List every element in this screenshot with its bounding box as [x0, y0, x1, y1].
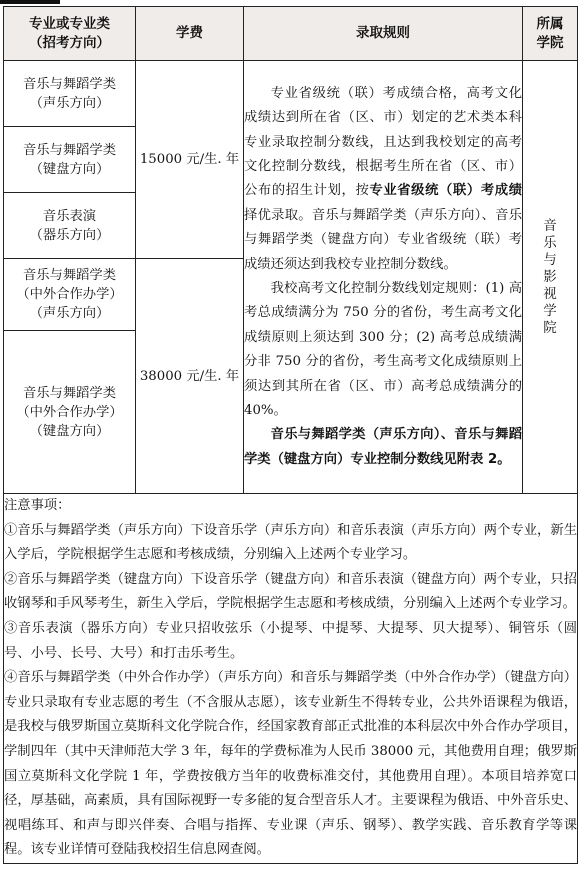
rules-text: 专业省级统（联）考成绩合格，高考文化成绩达到所在省（区、市）划定的艺术类本科专业录取控制分数线，且达到我校划定的高考文化控制分数线，根据考生所在省（区、市）公布的招生计划，按 [244, 85, 522, 199]
header-major [4, 7, 136, 61]
college-char: 视 [543, 285, 557, 302]
rules-emphasis: 音乐与舞蹈学类（声乐方向）、音乐与舞蹈学类（键盘方向）专业控制分数线见附表 2。 [244, 427, 522, 467]
major-cell [4, 127, 136, 193]
college-char: 影 [543, 268, 557, 285]
college-cell [523, 61, 578, 494]
fee-cell [136, 259, 244, 494]
header-college-text: 所属 学院 [536, 15, 564, 51]
rules-text: 择优录取。音乐与舞蹈学类（声乐方向）、音乐与舞蹈学类（键盘方向）专业省级统（联）考成绩还须达到我校专业控制分数线。 [244, 207, 522, 272]
fee-value: 15000 元/生. 年 [139, 152, 240, 167]
rules-paragraph [244, 277, 522, 423]
rules-paragraph [244, 423, 522, 472]
rules-emphasis: 专业省级统（联）考成绩 [369, 183, 523, 199]
header-college [523, 7, 578, 61]
note-item: ①音乐与舞蹈学类（声乐方向）下设音乐学（声乐方向）和音乐表演（声乐方向）两个专业，新生入学后，学院根据学生志愿和考核成绩，分别编入上述两个专业学习。 [4, 522, 577, 563]
college-char: 与 [543, 251, 557, 268]
college-char: 学 [543, 302, 557, 319]
note-item: ③音乐表演（器乐方向）专业只招收弦乐（小提琴、中提琴、大提琴、贝大提琴）、铜管乐（圆号、小号、长号、大号）和打击乐考生。 [4, 620, 577, 661]
note-item: ②音乐与舞蹈学类（键盘方向）下设音乐学（键盘方向）和音乐表演（键盘方向）两个专业，只招收钢琴和手风琴考生，新生入学后，学院根据学生志愿和考核成绩，分别编入上述两个专业学习。 [4, 571, 577, 612]
major-cell [4, 259, 136, 331]
college-char: 院 [543, 319, 557, 336]
notes-cell [4, 494, 578, 864]
notes-row [4, 494, 578, 864]
major-name: 音乐与舞蹈学类 （声乐方向） [22, 76, 117, 111]
table-row [4, 61, 578, 127]
rules-text: 我校高考文化控制分数线划定规则：(1) 高考总成绩满分为 750 分的省份，考生高考文化成绩原则上须达到 300 分；(2) 高考总成绩满分非 750 分的省份，考生高考文化成绩原则上须达到其所在省（区、市）高考总成绩满分的 40%。 [244, 281, 522, 419]
header-fee [136, 7, 244, 61]
fee-value: 38000 元/生. 年 [139, 368, 240, 384]
rules-cell [244, 61, 523, 494]
header-rules-text: 录取规则 [356, 25, 410, 41]
header-fee-text: 学费 [176, 25, 203, 41]
header-rules [244, 7, 523, 61]
header-row [4, 7, 578, 61]
major-name: 音乐与舞蹈学类 （中外合作办学） （声乐方向） [16, 268, 123, 321]
admission-table [3, 6, 578, 864]
major-cell [4, 193, 136, 259]
notes-title: 注意事项： [4, 498, 71, 513]
rules-paragraph [244, 82, 522, 277]
fee-cell [136, 61, 244, 259]
major-cell [4, 61, 136, 127]
major-name: 音乐与舞蹈学类 （中外合作办学） （键盘方向） [16, 385, 123, 439]
top-rule [0, 0, 60, 4]
college-char: 音 [543, 217, 557, 234]
major-cell [4, 331, 136, 494]
major-name: 音乐表演 （器乐方向） [29, 208, 110, 243]
note-item: ④音乐与舞蹈学类（中外合作办学）（声乐方向）和音乐与舞蹈学类（中外合作办学）（键盘方向）专业只录取有专业志愿的考生（不含服从志愿），该专业新生不得转专业，公共外语课程为俄语，是我校与俄罗斯国立莫斯科文化学院合作，经国家教育部正式批准的本科层次中外合作办学项目，学制四年（其中天津师范大学 3 年，每年的学费标准为人民币 38000 元，其他费用自理；俄罗斯国立莫斯科文化学院 1 年，学费按俄方当年的收费标准交付，其他费用自理）。本项目培养宽口径，厚基础，高素质，具有国际视野一专多能的复合型音乐人才。主要课程为俄语、中外音乐史、视唱练耳、和声与即兴伴奏、合唱与指挥、专业课（声乐、钢琴）、教学实践、音乐教育学等课程。该专业详情可登陆我校招生信息网查阅。 [4, 670, 577, 858]
college-char: 乐 [543, 234, 557, 251]
major-name: 音乐与舞蹈学类 （键盘方向） [22, 142, 117, 177]
header-major-text: 专业或专业类 （招考方向） [29, 15, 110, 51]
